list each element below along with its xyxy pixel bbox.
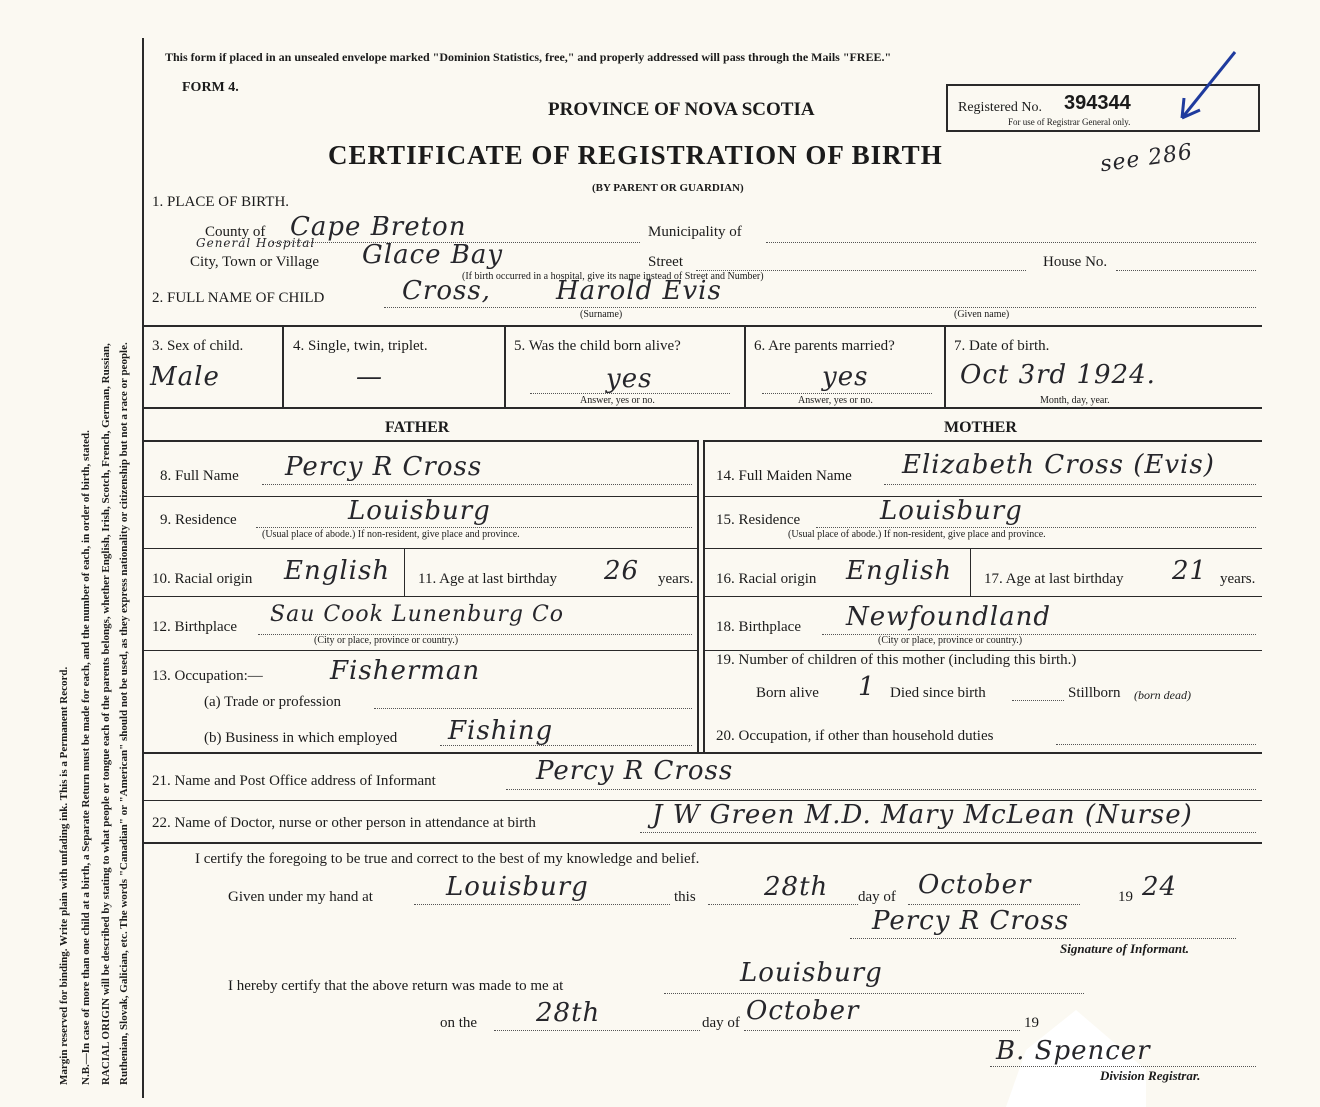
given-name-caption: (Given name) — [954, 309, 1010, 320]
father-name-label: 8. Full Name — [160, 468, 239, 484]
mother-occupation-label: 20. Occupation, if other than household duties — [716, 728, 994, 744]
business-line — [440, 745, 692, 746]
mother-residence-line — [816, 527, 1256, 528]
see-note: see 286 — [1098, 139, 1195, 178]
county-label: County of — [205, 224, 266, 240]
trade-line — [374, 708, 692, 709]
given-under-hand-label: Given under my hand at — [228, 889, 373, 905]
born-alive-label: 5. Was the child born alive? — [514, 338, 681, 354]
father-racial-value: English — [284, 556, 391, 586]
doctor-value: J W Green M.D. Mary McLean (Nurse) — [652, 800, 1193, 830]
center-divider-left — [697, 440, 699, 752]
sidebar-line-2: N.B.—In case of more than one child at a birth, a Separate Return must be made for each, and the number of each, in order of birth, stated. — [80, 430, 92, 1085]
col-divider-2 — [504, 325, 506, 407]
registrar-signature-line — [990, 1066, 1256, 1067]
check-arrow-icon — [1170, 48, 1240, 128]
certify-statement: I certify the foregoing to be true and correct to the best of my knowledge and belief. — [195, 851, 700, 867]
province-heading: PROVINCE OF NOVA SCOTIA — [548, 99, 815, 120]
mother-residence-label: 15. Residence — [716, 512, 801, 528]
father-rule-2 — [142, 548, 697, 549]
doctor-label: 22. Name of Doctor, nurse or other person in attendance at birth — [152, 815, 536, 831]
father-birthplace-label: 12. Birthplace — [152, 619, 237, 635]
stillborn-note: (born dead) — [1134, 688, 1191, 702]
mother-birthplace-value: Newfoundland — [846, 602, 1052, 632]
died-line — [1012, 700, 1064, 701]
stillborn-label: Stillborn — [1068, 685, 1121, 701]
mother-rule-4 — [703, 650, 1262, 651]
this-label: this — [674, 889, 696, 905]
certify-day-line — [708, 904, 858, 905]
born-alive-count-label: Born alive — [756, 685, 819, 701]
registered-number: 394344 — [1064, 92, 1131, 114]
place-of-birth-label: 1. PLACE OF BIRTH. — [152, 194, 290, 210]
informant-signature: Percy R Cross — [872, 906, 1070, 936]
mother-name-line — [884, 484, 1256, 485]
house-line — [1116, 270, 1256, 271]
instruction-sidebar — [0, 0, 140, 1107]
sex-label: 3. Sex of child. — [152, 338, 244, 354]
mother-age-label: 17. Age at last birthday — [984, 571, 1124, 587]
mother-heading: MOTHER — [944, 419, 1017, 436]
registrar-day-line — [494, 1030, 700, 1031]
father-occupation-label: 13. Occupation:— — [152, 668, 263, 684]
certify-year-prefix: 19 — [1118, 889, 1133, 905]
date-of-birth-value: Oct 3rd 1924. — [960, 360, 1156, 390]
sidebar-line-1: Margin reserved for binding. Write plain with unfading ink. This is a Permanent Record. — [58, 666, 70, 1085]
signature-caption: Signature of Informant. — [1060, 941, 1189, 956]
father-birthplace-value: Sau Cook Lunenburg Co — [270, 602, 565, 627]
father-years-label: years. — [658, 571, 694, 587]
sidebar-line-4: Ruthenian, Slovak, Galician, etc. The words "Canadian" or "American" should not be used, as they express nationality or citizenship but not a race or people. — [118, 342, 130, 1085]
informant-label: 21. Name and Post Office address of Informant — [152, 773, 436, 789]
col-divider-4 — [944, 325, 946, 407]
municipality-line — [766, 242, 1256, 243]
born-alive-line — [530, 393, 730, 394]
date-of-birth-label: 7. Date of birth. — [954, 338, 1050, 354]
mother-age-value: 21 — [1172, 556, 1208, 586]
mother-birthplace-label: 18. Birthplace — [716, 619, 801, 635]
mother-residence-value: Louisburg — [880, 496, 1023, 526]
father-abode-caption: (Usual place of abode.) If non-resident, give place and province. — [262, 529, 520, 540]
registrar-day-of-label: day of — [702, 1015, 740, 1031]
born-alive-count-value: 1 — [858, 672, 876, 702]
father-age-divider — [404, 548, 405, 596]
father-rule-3 — [142, 596, 697, 597]
business-label: (b) Business in which employed — [204, 730, 398, 746]
registered-label: Registered No. — [958, 100, 1042, 115]
certificate-subtitle: (BY PARENT OR GUARDIAN) — [592, 182, 744, 194]
mother-rule-2 — [703, 548, 1262, 549]
house-no-label: House No. — [1043, 254, 1108, 270]
father-heading: FATHER — [385, 419, 450, 436]
col-divider-1 — [282, 325, 284, 407]
informant-line — [506, 789, 1256, 790]
registrar-caption: Division Registrar. — [1100, 1068, 1201, 1083]
hospital-note: (If birth occurred in a hospital, give its name instead of Street and Number) — [462, 271, 764, 282]
mother-name-label: 14. Full Maiden Name — [716, 468, 852, 484]
mother-abode-caption: (Usual place of abode.) If non-resident, give place and province. — [788, 529, 1046, 540]
doctor-line — [640, 832, 1256, 833]
informant-value: Percy R Cross — [536, 756, 734, 786]
section-bottom-rule — [142, 752, 1262, 754]
hospital-label: General Hospital — [196, 236, 316, 250]
certify-day-value: 28th — [764, 872, 829, 902]
registrar-day-value: 28th — [536, 998, 601, 1028]
father-age-value: 26 — [604, 556, 640, 586]
mother-heading-rule — [703, 440, 1262, 442]
doctor-rule — [142, 842, 1262, 844]
business-value: Fishing — [448, 716, 554, 746]
given-place-line — [414, 904, 670, 905]
certificate-title: CERTIFICATE OF REGISTRATION OF BIRTH — [328, 140, 943, 170]
col-divider-3 — [744, 325, 746, 407]
mother-occupation-line — [1056, 744, 1256, 745]
county-value: Cape Breton — [290, 212, 467, 242]
child-surname-value: Cross, — [402, 276, 491, 306]
registrar-year-prefix: 19 — [1024, 1015, 1039, 1031]
mail-notice: This form if placed in an unsealed envelope marked "Dominion Statistics, free," and properly addressed will pass through the Mails "FREE." — [165, 50, 892, 64]
mother-city-caption: (City or place, province or country.) — [878, 635, 1023, 646]
father-city-caption: (City or place, province or country.) — [314, 635, 459, 646]
child-name-label: 2. FULL NAME OF CHILD — [152, 290, 325, 306]
date-caption: Month, day, year. — [1040, 395, 1110, 406]
on-the-label: on the — [440, 1015, 478, 1031]
sex-value: Male — [150, 362, 220, 392]
mother-racial-label: 16. Racial origin — [716, 571, 817, 587]
father-rule-4 — [142, 650, 697, 651]
registrar-month-value: October — [746, 996, 860, 1026]
married-value: yes — [822, 362, 869, 392]
father-name-line — [262, 484, 692, 485]
trade-label: (a) Trade or profession — [204, 694, 342, 710]
father-residence-label: 9. Residence — [160, 512, 237, 528]
row-top-rule — [142, 325, 1262, 327]
certify-month-value: October — [918, 870, 1032, 900]
mother-years-label: years. — [1220, 571, 1256, 587]
day-of-label: day of — [858, 889, 896, 905]
married-answer-caption: Answer, yes or no. — [798, 395, 873, 406]
surname-caption: (Surname) — [580, 309, 623, 320]
father-name-value: Percy R Cross — [285, 452, 483, 482]
married-line — [762, 393, 932, 394]
plurality-value: — — [356, 362, 383, 392]
father-residence-line — [256, 527, 692, 528]
registrar-place-line — [664, 993, 1084, 994]
father-age-label: 11. Age at last birthday — [418, 571, 557, 587]
form-number: FORM 4. — [182, 80, 239, 95]
signature-line — [850, 938, 1236, 939]
mother-name-value: Elizabeth Cross (Evis) — [902, 450, 1215, 480]
registrar-note: For use of Registrar General only. — [1008, 117, 1131, 127]
city-value: Glace Bay — [362, 240, 504, 270]
sidebar-line-3: RACIAL ORIGIN will be described by stating to what people or tongue each of the parents belongs, whether English, Irish, Scotch, French, German, Russian, — [100, 343, 112, 1085]
mother-racial-value: English — [846, 556, 953, 586]
street-label: Street — [648, 254, 683, 270]
children-count-label: 19. Number of children of this mother (including this birth.) — [716, 652, 1077, 668]
registrar-month-line — [744, 1030, 1020, 1031]
father-racial-label: 10. Racial origin — [152, 571, 253, 587]
plurality-label: 4. Single, twin, triplet. — [293, 338, 428, 354]
registrar-place-value: Louisburg — [740, 958, 883, 988]
row-bottom-rule — [142, 407, 1262, 409]
father-occupation-value: Fisherman — [330, 656, 481, 686]
mother-rule-3 — [703, 596, 1262, 597]
certify-month-line — [908, 904, 1080, 905]
given-place-value: Louisburg — [446, 872, 589, 902]
alive-answer-caption: Answer, yes or no. — [580, 395, 655, 406]
mother-age-divider — [970, 548, 971, 596]
father-heading-rule — [142, 440, 697, 442]
married-label: 6. Are parents married? — [754, 338, 895, 354]
certify-year-value: 24 — [1142, 872, 1178, 902]
registrar-statement: I hereby certify that the above return was made to me at — [228, 978, 564, 994]
child-name-line — [384, 307, 1256, 308]
municipality-label: Municipality of — [648, 224, 742, 240]
city-town-village-label: City, Town or Village — [190, 254, 320, 270]
registrar-signature: B. Spencer — [996, 1036, 1151, 1066]
born-alive-value: yes — [606, 364, 653, 394]
form-left-border — [142, 38, 144, 1098]
child-given-name-value: Harold Evis — [556, 276, 722, 306]
father-residence-value: Louisburg — [348, 496, 491, 526]
died-since-birth-label: Died since birth — [890, 685, 986, 701]
